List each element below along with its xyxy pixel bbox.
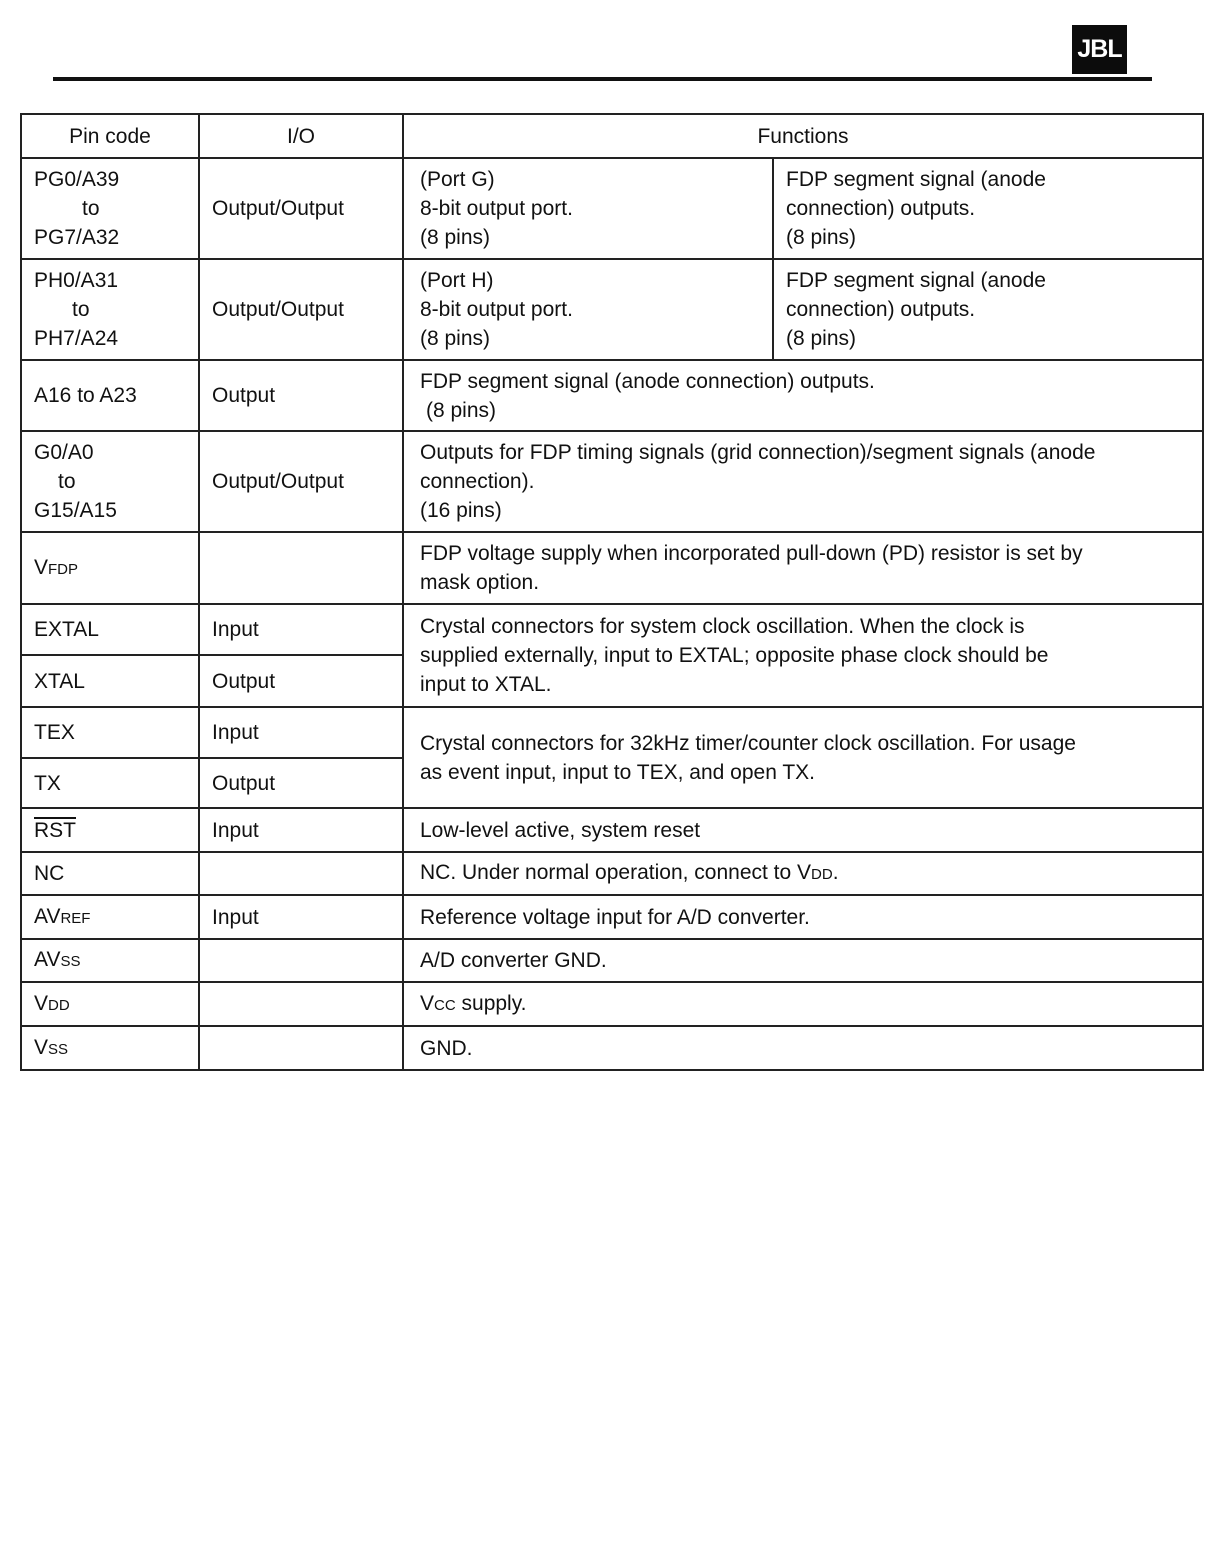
function-cell bbox=[403, 360, 1203, 431]
pin-cell bbox=[21, 895, 199, 939]
function-line: (Port H) bbox=[420, 269, 494, 292]
function-line: input to XTAL. bbox=[420, 673, 552, 696]
table-row-vfdp bbox=[21, 532, 1203, 604]
header-pin-code: Pin code bbox=[21, 114, 199, 158]
table-row-avss bbox=[21, 939, 1203, 982]
pin-subscript: DD bbox=[48, 996, 70, 1014]
function-cell: Low-level active, system reset bbox=[403, 808, 1203, 852]
io-cell: Output bbox=[199, 655, 403, 707]
function-line: Crystal connectors for system clock oscillation. When the clock is bbox=[420, 615, 1025, 638]
header-rule bbox=[53, 77, 1152, 81]
pin-function-table bbox=[20, 113, 1204, 1071]
pin-subscript: SS bbox=[48, 1040, 69, 1058]
table-row-avref bbox=[21, 895, 1203, 939]
function-cell: GND. bbox=[403, 1026, 1203, 1070]
pin-line: G0/A0 bbox=[34, 441, 94, 464]
function-line: (8 pins) bbox=[786, 226, 857, 249]
function-line: (8 pins) bbox=[420, 327, 491, 350]
function-subscript: DD bbox=[811, 866, 833, 883]
pin-line: PH0/A31 bbox=[34, 269, 119, 292]
table-row-vss bbox=[21, 1026, 1203, 1070]
function-cell bbox=[403, 431, 1203, 532]
function-subscript: CC bbox=[434, 996, 456, 1014]
io-cell: Output/Output bbox=[199, 259, 403, 360]
io-cell: Output bbox=[199, 360, 403, 431]
pin-cell: TEX bbox=[21, 707, 199, 758]
io-cell: Output/Output bbox=[199, 158, 403, 259]
pin-cell bbox=[21, 259, 199, 360]
function-cell bbox=[403, 532, 1203, 604]
pin-cell bbox=[21, 431, 199, 532]
function-text: NC. Under normal operation, connect to V bbox=[420, 861, 812, 884]
io-cell: Output/Output bbox=[199, 431, 403, 532]
function-line: as event input, input to TEX, and open TX. bbox=[420, 760, 815, 784]
table-row-extal bbox=[21, 604, 1203, 655]
pin-cell bbox=[21, 939, 199, 982]
pin-main: V bbox=[34, 991, 49, 1015]
io-cell: Output bbox=[199, 758, 403, 808]
pin-line: PG7/A32 bbox=[34, 226, 120, 249]
function-line: (8 pins) bbox=[426, 398, 497, 422]
function-line: connection). bbox=[420, 470, 535, 493]
table-row-tex bbox=[21, 707, 1203, 758]
function-cell bbox=[403, 158, 773, 259]
function-line: Crystal connectors for 32kHz timer/counter clock oscillation. For usage bbox=[420, 731, 1076, 755]
function-line: Outputs for FDP timing signals (grid connection)/segment signals (anode bbox=[420, 441, 1096, 464]
function-line: (Port G) bbox=[420, 168, 495, 191]
table-header-row bbox=[21, 114, 1203, 158]
pin-line: to bbox=[82, 197, 100, 220]
table-row-vdd bbox=[21, 982, 1203, 1026]
pin-main: V bbox=[34, 1035, 49, 1059]
function-text: V bbox=[420, 991, 435, 1015]
io-cell bbox=[199, 852, 403, 895]
function-cell bbox=[403, 852, 1203, 895]
table-row-ph bbox=[21, 259, 1203, 360]
function-text: . bbox=[832, 861, 839, 884]
function-line: FDP segment signal (anode connection) outputs. bbox=[420, 369, 875, 393]
function-cell bbox=[773, 259, 1203, 360]
function-line: (8 pins) bbox=[786, 327, 857, 350]
pin-overline: $\overline{RST}$ bbox=[34, 818, 76, 842]
pin-line: to bbox=[58, 470, 76, 493]
function-text: supply. bbox=[455, 991, 527, 1015]
function-cell bbox=[403, 707, 1203, 808]
table-row-nc bbox=[21, 852, 1203, 895]
function-cell: A/D converter GND. bbox=[403, 939, 1203, 982]
pin-line: G15/A15 bbox=[34, 499, 117, 522]
function-line: connection) outputs. bbox=[786, 298, 976, 321]
function-line: supplied externally, input to EXTAL; opposite phase clock should be bbox=[420, 644, 1049, 667]
io-cell bbox=[199, 1026, 403, 1070]
pin-line: to bbox=[72, 298, 90, 321]
function-cell bbox=[403, 604, 1203, 707]
function-line: FDP segment signal (anode bbox=[786, 168, 1046, 191]
table-row-pg bbox=[21, 158, 1203, 259]
function-line: (16 pins) bbox=[420, 499, 502, 522]
pin-cell: A16 to A23 bbox=[21, 360, 199, 431]
pin-cell bbox=[21, 532, 199, 604]
pin-cell bbox=[21, 158, 199, 259]
pin-main: AV bbox=[34, 948, 61, 971]
function-line: FDP voltage supply when incorporated pull-down (PD) resistor is set by bbox=[420, 542, 1083, 565]
pin-cell bbox=[21, 982, 199, 1026]
function-line: FDP segment signal (anode bbox=[786, 269, 1046, 292]
function-line: mask option. bbox=[420, 571, 540, 594]
pin-cell bbox=[21, 1026, 199, 1070]
pin-cell: TX bbox=[21, 758, 199, 808]
pin-subscript: FDP bbox=[48, 560, 79, 578]
header-functions: Functions bbox=[403, 114, 1203, 158]
table-row-a16 bbox=[21, 360, 1203, 431]
function-line: (8 pins) bbox=[420, 226, 491, 249]
pin-subscript: REF bbox=[60, 909, 91, 927]
pin-cell: EXTAL bbox=[21, 604, 199, 655]
function-cell: Reference voltage input for A/D converter. bbox=[403, 895, 1203, 939]
io-cell bbox=[199, 532, 403, 604]
pin-main: V bbox=[34, 555, 49, 579]
pin-subscript: SS bbox=[60, 953, 81, 970]
pin-main: AV bbox=[34, 904, 61, 928]
function-cell bbox=[773, 158, 1203, 259]
function-line: connection) outputs. bbox=[786, 197, 976, 220]
pin-line: PG0/A39 bbox=[34, 168, 120, 191]
io-cell: Input bbox=[199, 895, 403, 939]
function-cell bbox=[403, 982, 1203, 1026]
table-row-rst bbox=[21, 808, 1203, 852]
pin-line: PH7/A24 bbox=[34, 327, 119, 350]
table-row-g0 bbox=[21, 431, 1203, 532]
io-cell bbox=[199, 982, 403, 1026]
io-cell: Input bbox=[199, 707, 403, 758]
function-line: 8-bit output port. bbox=[420, 197, 573, 220]
pin-cell: XTAL bbox=[21, 655, 199, 707]
io-cell bbox=[199, 939, 403, 982]
jbl-logo: JBL bbox=[1072, 25, 1127, 74]
function-line: 8-bit output port. bbox=[420, 298, 573, 321]
pin-cell bbox=[21, 808, 199, 852]
header-io: I/O bbox=[199, 114, 403, 158]
io-cell: Input bbox=[199, 808, 403, 852]
function-cell bbox=[403, 259, 773, 360]
io-cell: Input bbox=[199, 604, 403, 655]
pin-cell: NC bbox=[21, 852, 199, 895]
